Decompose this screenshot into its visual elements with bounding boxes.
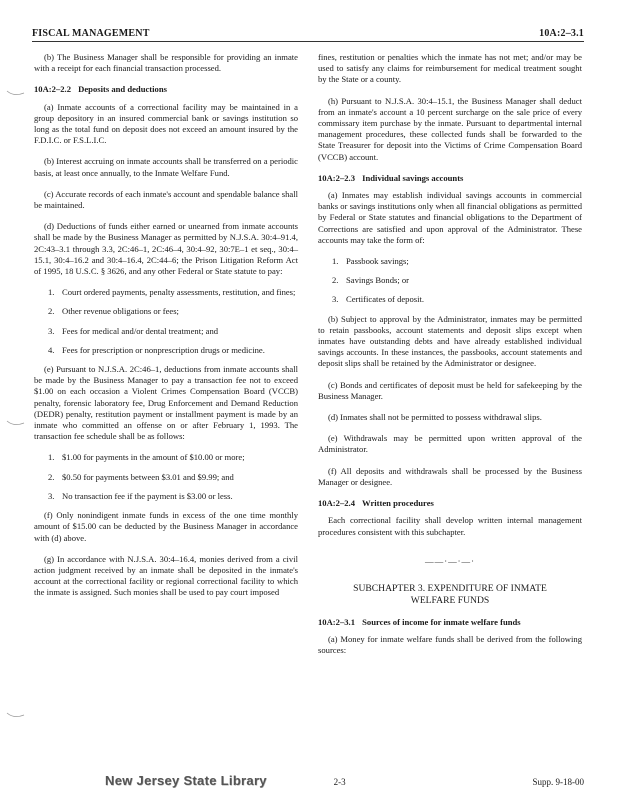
- paragraph: (a) Inmates may establish individual savings accounts in commercial banks or savings institutions only when all financial obligations as permitted by Federal or State statutes and financial obligations to the Department of Corrections are satisfied and upon approval of the Administrator. These accounts may take the form of:: [318, 190, 582, 245]
- section-number: 10A:2–2.2: [34, 84, 71, 95]
- paragraph: fines, restitution or penalties which the inmate has not met; and/or may be used to satisfy any claims for reimbursement for medical treatment sought by the State or a county.: [318, 52, 582, 85]
- section-heading: [318, 617, 582, 628]
- paragraph: Each correctional facility shall develop written internal management procedures consistent with this subchapter.: [318, 515, 582, 537]
- list-item: 2. Savings Bonds; or: [332, 275, 410, 286]
- section-number: 10A:2–2.4: [318, 498, 355, 509]
- left-column: [34, 52, 298, 609]
- library-stamp: New Jersey State Library: [105, 773, 267, 788]
- list-item: 4. Fees for prescription or nonprescription drugs or medicine.: [48, 344, 265, 355]
- list-item: 3. Fees for medical and/or dental treatment; and: [48, 325, 219, 336]
- section-divider: ——·—·—·: [425, 555, 475, 566]
- paragraph: (e) Withdrawals may be permitted upon written approval of the Administrator.: [318, 433, 582, 455]
- page-number: 2-3: [333, 777, 346, 787]
- subchapter-line: WELFARE FUNDS: [410, 594, 490, 606]
- list-item: 2. $0.50 for payments between $3.01 and $9.99; and: [48, 471, 234, 482]
- section-title: Written procedures: [362, 498, 434, 509]
- paragraph: (a) Money for inmate welfare funds shall be derived from the following sources:: [318, 634, 582, 656]
- list-item: 3. No transaction fee if the payment is $3.00 or less.: [48, 490, 233, 501]
- section-title: Individual savings accounts: [362, 172, 464, 183]
- header-right: 10A:2–3.1: [539, 28, 584, 39]
- supplement-date: Supp. 9-18-00: [532, 777, 584, 787]
- binder-mark-icon: [6, 710, 26, 720]
- section-heading: [318, 173, 582, 184]
- paragraph: (b) The Business Manager shall be responsible for providing an inmate with a receipt for each financial transaction processed.: [34, 52, 298, 74]
- section-number: 10A:2–3.1: [318, 616, 355, 627]
- paragraph: (c) Accurate records of each inmate's account and spendable balance shall be maintained.: [34, 188, 298, 211]
- list-item: 3. Certificates of deposit.: [332, 294, 425, 305]
- paragraph: (c) Bonds and certificates of deposit must be held for safekeeping by the Business Manager.: [318, 379, 582, 401]
- paragraph: (f) All deposits and withdrawals shall be processed by the Business Manager or designee.: [318, 465, 582, 487]
- list-item: 1. Court ordered payments, penalty assessments, restitution, and fines;: [48, 287, 296, 298]
- paragraph: (b) Interest accruing on inmate accounts shall be transferred on a periodic basis, at least once annually, to the Inmate Welfare Fund.: [34, 156, 298, 178]
- binder-mark-icon: [6, 88, 26, 98]
- section-title: Deposits and deductions: [78, 84, 167, 95]
- binder-mark-icon: [6, 418, 26, 428]
- section-heading: [318, 498, 582, 509]
- right-column: [318, 52, 582, 667]
- paragraph: (a) Inmate accounts of a correctional facility may be maintained in a group depository in an insured commercial bank or savings institution so long as the total fund on deposit does not exceed an amount insured by the F.D.I.C. or F.S.L.I.C.: [34, 101, 298, 146]
- section-heading: [34, 84, 298, 95]
- paragraph: (e) Pursuant to N.J.S.A. 2C:46–1, deductions from inmate accounts shall be made by the Business Manager to pay a transaction fee not to exceed $1.00 on each occasion a Violent Crimes Compensation Board (VCCB) penalty, forensic laboratory fee, Drug Enforcement and Demand Reduction (DEDR) penalty, restitution payment or installment payment is made by an inmate who committed an offense on or after February 1, 1993. The transaction fee schedule shall be as follows:: [34, 364, 298, 442]
- paragraph: (g) In accordance with N.J.S.A. 30:4–16.4, monies derived from a civil action judgment received by an inmate shall be deposited in the inmate's account at the correctional facility or regional correctional facility to which the inmate is assigned. Such monies shall be used to pay court imposed: [34, 553, 298, 598]
- paragraph: (b) Subject to approval by the Administrator, inmates may be permitted to retain passbooks, account statements and deposit slips except when inmates have outstanding debts and have already established individual savings accounts. In these instances, the passbooks, account statements and deposit slips shall be retained by the Administrator or designee.: [318, 313, 582, 369]
- paragraph: (d) Deductions of funds either earned or unearned from inmate accounts shall be made by the Business Manager as permitted by N.J.S.A. 30:4–91.4, 2C:43–3.1 through 3.3, 2C:46–1, 2C:46–4, 30:4–92, 30:7E–1 et seq., 30:4–15.1, 30:4–16.2 and 30:4–16.4, 2C:44–6; the Prison Litigation Reform Act of 1995, 18 U.S.C. § 3626, and any other Federal or State statute to pay:: [34, 221, 298, 277]
- section-title: Sources of income for inmate welfare funds: [362, 616, 521, 627]
- paragraph: (f) Only nonindigent inmate funds in excess of the one time monthly amount of $15.00 can be deducted by the Business Manager in accordance with (d) above.: [34, 510, 298, 543]
- running-header: [32, 28, 584, 42]
- list-item: 1. Passbook savings;: [332, 256, 409, 267]
- page-footer: [105, 773, 584, 788]
- header-left: FISCAL MANAGEMENT: [32, 28, 150, 39]
- paragraph: (d) Inmates shall not be permitted to possess withdrawal slips.: [328, 412, 542, 423]
- list-item: 1. $1.00 for payments in the amount of $10.00 or more;: [48, 452, 245, 463]
- subchapter-heading: [318, 583, 582, 607]
- paragraph: (h) Pursuant to N.J.S.A. 30:4–15.1, the Business Manager shall deduct from an inmate's account a 10 percent surcharge on the sale price of every commissary item purchase by the inmate. Pursuant to departmental internal management procedures, these collected funds shall be forwarded to the State Treasurer for deposit into the Victims of Crime Compensation Board (VCCB) account.: [318, 95, 582, 162]
- subchapter-line: SUBCHAPTER 3. EXPENDITURE OF INMATE: [353, 582, 547, 594]
- list-item: 2. Other revenue obligations or fees;: [48, 306, 179, 317]
- section-number: 10A:2–2.3: [318, 172, 355, 183]
